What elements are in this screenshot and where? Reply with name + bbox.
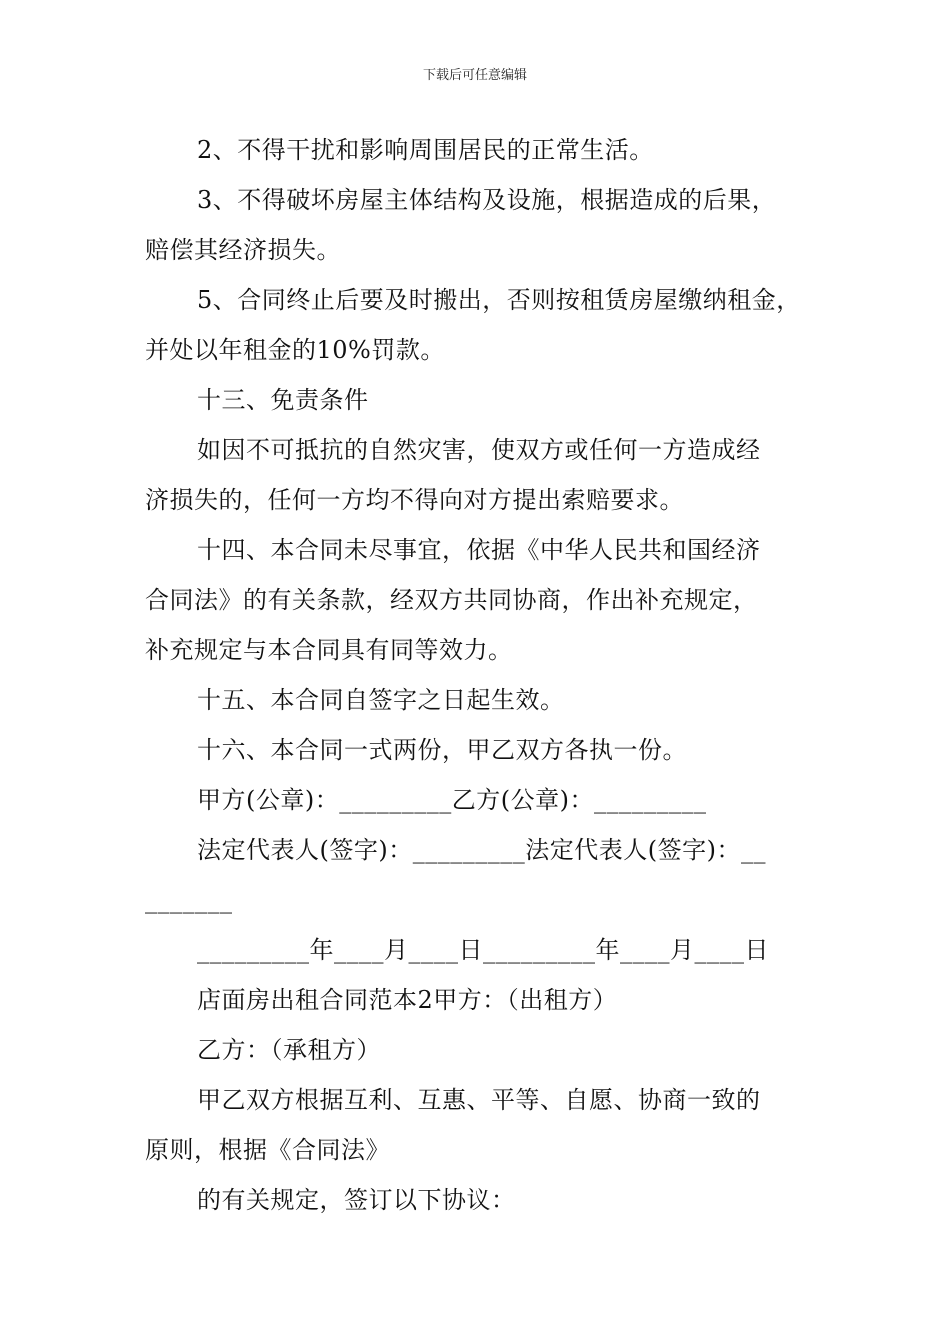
signature-line-continuation: _______ bbox=[145, 886, 233, 914]
paragraph-line: 十四、本合同未尽事宜，依据《中华人民共和国经济 bbox=[197, 536, 761, 564]
paragraph-line: 赔偿其经济损失。 bbox=[145, 236, 341, 264]
paragraph-line: 甲乙双方根据互利、互惠、平等、自愿、协商一致的 bbox=[197, 1086, 761, 1114]
party-b-line: 乙方：（承租方） bbox=[197, 1036, 381, 1064]
paragraph-line: 3、不得破坏房屋主体结构及设施，根据造成的后果， bbox=[197, 186, 777, 214]
paragraph-line: 十六、本合同一式两份，甲乙双方各执一份。 bbox=[197, 736, 687, 764]
paragraph-line: 并处以年租金的10%罚款。 bbox=[145, 336, 445, 364]
signature-line-representative: 法定代表人(签字)：_________法定代表人(签字)：__ bbox=[197, 836, 766, 864]
date-line: _________年____月____日_________年____月____日 bbox=[197, 936, 769, 964]
paragraph-line: 济损失的，任何一方均不得向对方提出索赔要求。 bbox=[145, 486, 684, 514]
paragraph-line: 合同法》的有关条款，经双方共同协商，作出补充规定， bbox=[145, 586, 758, 614]
contract-title-line: 店面房出租合同范本2甲方：（出租方） bbox=[197, 986, 618, 1014]
paragraph-line: 如因不可抵抗的自然灾害，使双方或任何一方造成经 bbox=[197, 436, 761, 464]
paragraph-line: 原则，根据《合同法》 bbox=[145, 1136, 390, 1164]
paragraph-line: 2、不得干扰和影响周围居民的正常生活。 bbox=[197, 136, 654, 164]
signature-line-seal: 甲方(公章)：_________乙方(公章)：_________ bbox=[197, 786, 707, 814]
paragraph-line: 十五、本合同自签字之日起生效。 bbox=[197, 686, 565, 714]
page-header-note: 下载后可任意编辑 bbox=[422, 68, 527, 83]
paragraph-line: 的有关规定，签订以下协议： bbox=[197, 1186, 516, 1214]
paragraph-line: 5、合同终止后要及时搬出，否则按租赁房屋缴纳租金， bbox=[197, 286, 801, 314]
paragraph-line: 补充规定与本合同具有同等效力。 bbox=[145, 636, 513, 664]
section-heading: 十三、免责条件 bbox=[197, 386, 369, 414]
document-body bbox=[145, 125, 825, 1225]
